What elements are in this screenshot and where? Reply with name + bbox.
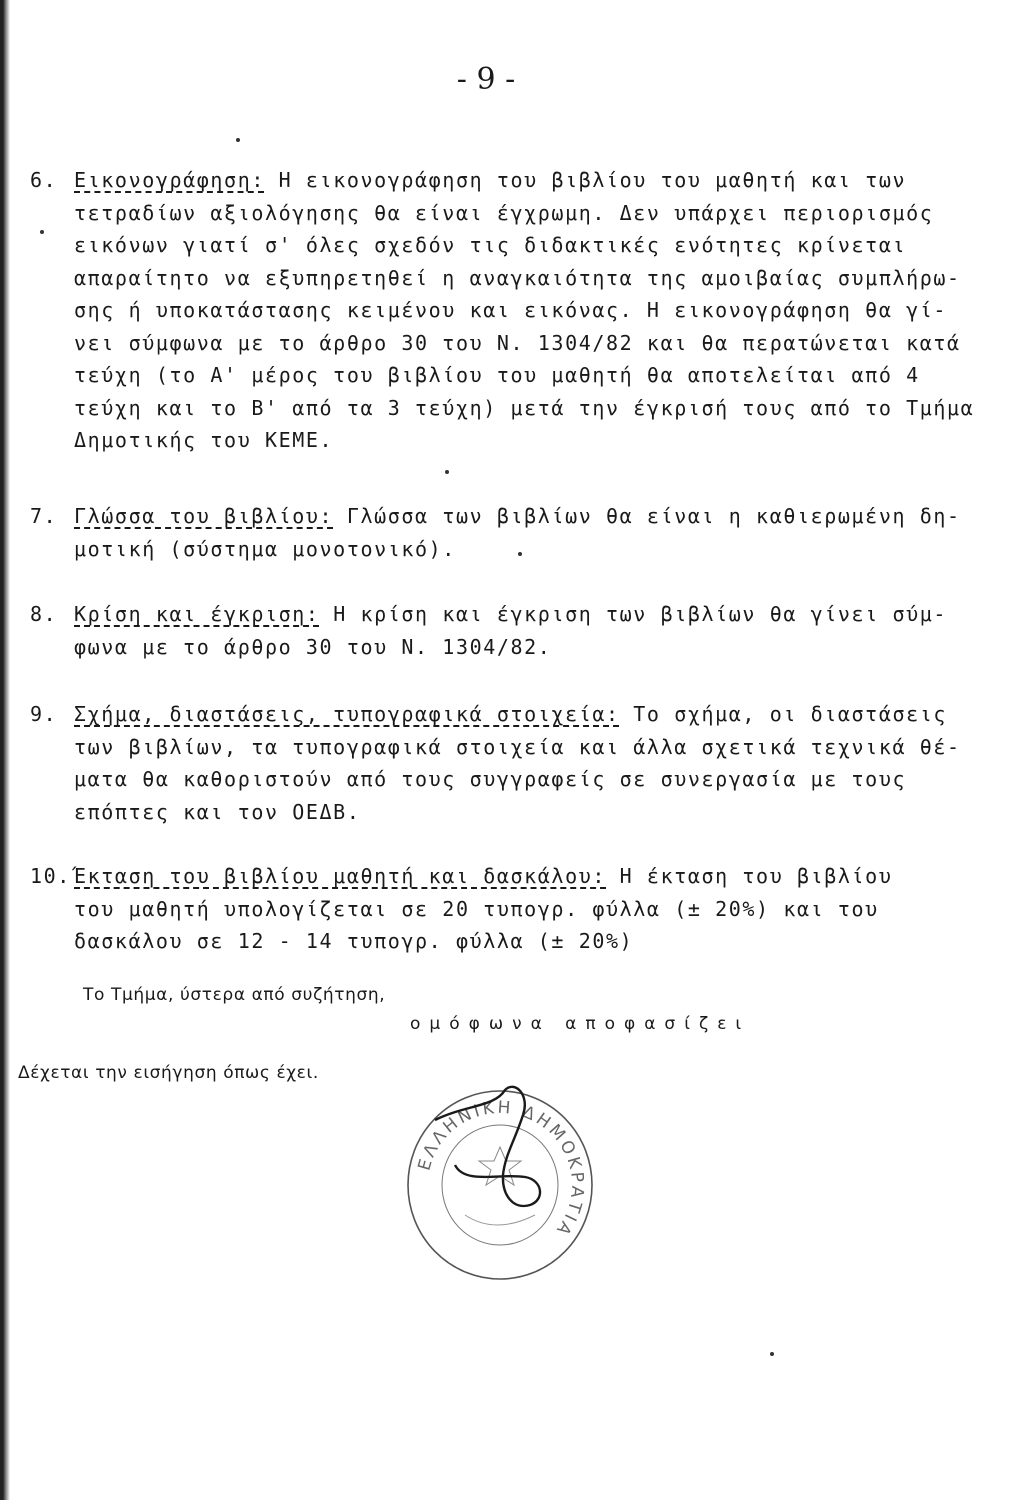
- section-text-line: τετραδίων αξιολόγησης θα είναι έγχρωμη. Δεν υπάρχει περιορισμός: [74, 200, 934, 225]
- scan-speck: [518, 552, 522, 556]
- section-8: [30, 598, 975, 663]
- section-text-line: Το σχήμα, οι διαστάσεις: [619, 702, 948, 726]
- scan-speck: [40, 230, 44, 234]
- section-text-line: ματα θα καθοριστούν από τους συγγραφείς σε συνεργασία με τους: [74, 767, 907, 791]
- section-heading: Κρίση και έγκριση:: [74, 602, 320, 626]
- section-number: 10.: [30, 864, 71, 888]
- section-heading: Εικονογράφηση:: [74, 168, 265, 192]
- section-10: [30, 860, 975, 958]
- seal-icon: [405, 1085, 595, 1285]
- section-text-line: τεύχη και το Β' από τα 3 τεύχη) μετά την έγκρισή τους από το Τμήμα: [74, 395, 975, 420]
- department-deliberation: Το Τμήμα, ύστερα από συζήτηση,: [83, 985, 386, 1005]
- unanimous-decision: ομόφωνα αποφασίζει: [410, 1014, 751, 1034]
- section-text-line: δασκάλου σε 12 - 14 τυπογρ. φύλλα (± 20%): [74, 929, 634, 953]
- section-9: [30, 698, 975, 828]
- section-text-line: Η έκταση του βιβλίου: [606, 864, 893, 888]
- page-number: - 9 -: [456, 62, 516, 97]
- page-left-border: [0, 0, 10, 1500]
- section-text-line: επόπτες και τον ΟΕΔΒ.: [74, 799, 361, 824]
- section-number: 8.: [30, 602, 58, 626]
- section-text-line: μοτική (σύστημα μονοτονικό).: [74, 536, 456, 561]
- scan-speck: [236, 138, 240, 142]
- section-heading: Γλώσσα του βιβλίου:: [74, 504, 334, 528]
- section-7: [30, 500, 975, 565]
- section-text-line: του μαθητή υπολογίζεται σε 20 τυπογρ. φύλλα (± 20%) και του: [74, 896, 879, 921]
- section-text-line: σης ή υποκατάστασης κειμένου και εικόνας. Η εικονογράφηση θα γί-: [74, 298, 948, 322]
- section-text-line: νει σύμφωνα με το άρθρο 30 του Ν. 1304/82 και θα περατώνεται κατά: [74, 330, 961, 355]
- section-heading: Έκταση του βιβλίου μαθητή και δασκάλου:: [74, 864, 606, 888]
- scan-speck: [445, 470, 449, 474]
- section-text-line: απαραίτητο να εξυπηρετηθεί η αναγκαιότητα της αμοιβαίας συμπλήρω-: [74, 265, 961, 290]
- section-heading: Σχήμα, διαστάσεις, τυπογραφικά στοιχεία:: [74, 702, 620, 726]
- section-number: 6.: [30, 168, 58, 192]
- section-text-line: Δημοτικής του ΚΕΜΕ.: [74, 428, 334, 452]
- section-6: [30, 164, 975, 457]
- section-text-line: Η εικονογράφηση του βιβλίου του μαθητή και των: [264, 168, 907, 192]
- section-text-line: των βιβλίων, τα τυπογραφικά στοιχεία και άλλα σχετικά τεχνικά θέ-: [74, 734, 961, 759]
- official-seal: [405, 1085, 595, 1285]
- section-text-line: τεύχη (το Α' μέρος του βιβλίου του μαθητή θα αποτελείται από 4: [74, 363, 920, 387]
- section-text-line: φωνα με το άρθρο 30 του Ν. 1304/82.: [74, 634, 552, 659]
- section-text-line: Η κρίση και έγκριση των βιβλίων θα γίνει σύμ-: [319, 602, 948, 626]
- section-text-line: εικόνων γιατί σ' όλες σχεδόν τις διδακτικές ενότητες κρίνεται: [74, 233, 907, 257]
- section-number: 7.: [30, 504, 58, 528]
- section-text-line: Γλώσσα των βιβλίων θα είναι η καθιερωμένη δη-: [333, 504, 961, 528]
- svg-text:ΕΛΛΗΝΙΚΗ ΔΗΜΟΚΡΑΤΙΑ: ΕΛΛΗΝΙΚΗ ΔΗΜΟΚΡΑΤΙΑ: [414, 1097, 588, 1241]
- acceptance-statement: Δέχεται την εισήγηση όπως έχει.: [18, 1063, 319, 1083]
- section-number: 9.: [30, 702, 58, 726]
- scan-speck: [770, 1352, 774, 1356]
